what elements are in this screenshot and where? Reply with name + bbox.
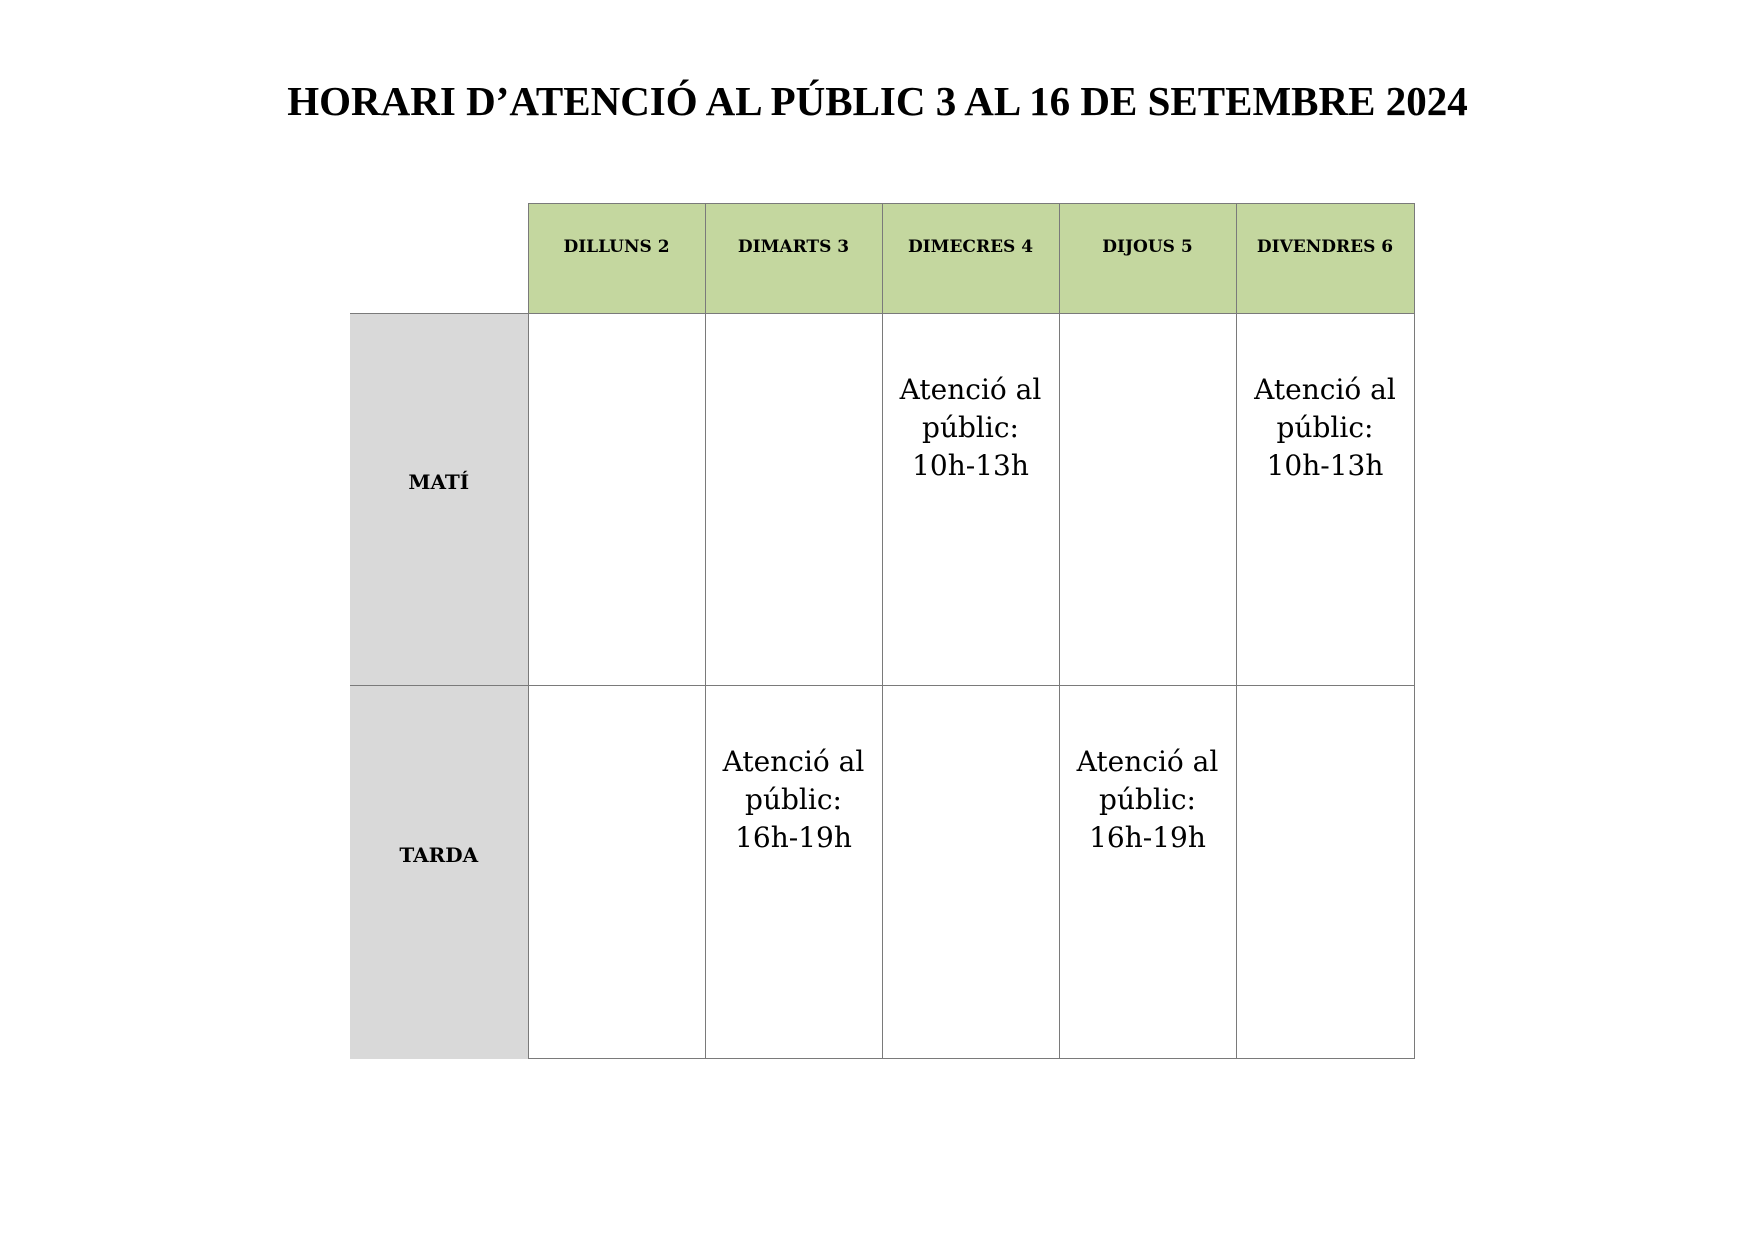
schedule-row-tarda bbox=[350, 686, 1414, 1059]
slot-mati-dimarts bbox=[705, 313, 882, 686]
slot-tarda-divendres bbox=[1236, 686, 1414, 1059]
slot-text-line: Atenció al bbox=[722, 745, 865, 779]
slot-text-line: 16h-19h bbox=[1089, 821, 1206, 855]
day-header-divendres: DIVENDRES 6 bbox=[1236, 204, 1414, 314]
schedule-table bbox=[350, 203, 1415, 1059]
period-label-tarda: TARDA bbox=[350, 686, 528, 1059]
slot-mati-dijous bbox=[1059, 313, 1236, 686]
day-header-dilluns: DILLUNS 2 bbox=[528, 204, 705, 314]
slot-text-line: 16h-19h bbox=[735, 821, 852, 855]
slot-tarda-dijous bbox=[1059, 686, 1236, 1059]
slot-text-line: Atenció al bbox=[1076, 745, 1219, 779]
slot-mati-dilluns bbox=[528, 313, 705, 686]
slot-mati-divendres bbox=[1236, 313, 1414, 686]
day-header-dijous: DIJOUS 5 bbox=[1059, 204, 1236, 314]
day-header-row bbox=[350, 204, 1414, 314]
day-header-dimecres: DIMECRES 4 bbox=[882, 204, 1059, 314]
schedule-row-mati bbox=[350, 313, 1414, 686]
slot-text-line: 10h-13h bbox=[912, 448, 1029, 482]
slot-tarda-dimarts bbox=[705, 686, 882, 1059]
slot-text-line: públic: bbox=[1276, 410, 1374, 444]
slot-tarda-dilluns bbox=[528, 686, 705, 1059]
slot-text-line: públic: bbox=[745, 783, 842, 817]
slot-text-line: Atenció al bbox=[899, 372, 1042, 406]
slot-text-line: públic: bbox=[922, 410, 1019, 444]
day-header-dimarts: DIMARTS 3 bbox=[705, 204, 882, 314]
slot-mati-dimecres bbox=[882, 313, 1059, 686]
slot-text-line: Atenció al bbox=[1254, 372, 1396, 406]
slot-text-line: públic: bbox=[1099, 783, 1196, 817]
slot-tarda-dimecres bbox=[882, 686, 1059, 1059]
corner-cell bbox=[350, 204, 528, 314]
page-title: HORARI D’ATENCIÓ AL PÚBLIC 3 AL 16 DE SETEMBRE 2024 bbox=[287, 78, 1468, 124]
slot-text-line: 10h-13h bbox=[1266, 448, 1384, 482]
period-label-mati: MATÍ bbox=[350, 313, 528, 686]
